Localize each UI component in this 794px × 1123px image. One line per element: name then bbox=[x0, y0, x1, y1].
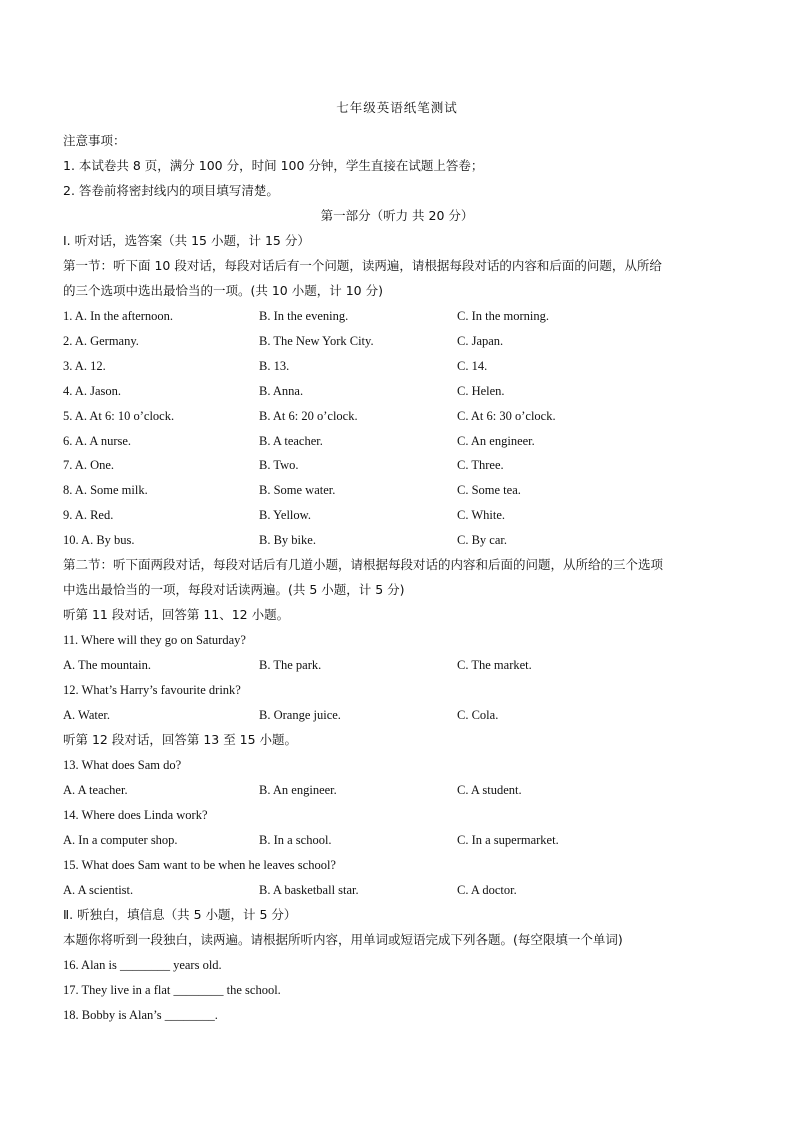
option-c: C. Cola. bbox=[457, 708, 499, 722]
option-a: 6. A. A nurse. bbox=[63, 434, 132, 448]
option-b: B. At 6: 20 o’clock. bbox=[259, 409, 358, 423]
option-a: 7. A. One. bbox=[63, 458, 115, 472]
option-b: B. A basketball star. bbox=[259, 883, 359, 897]
question-11-stem: 11. Where will they go on Saturday? bbox=[63, 633, 246, 647]
option-c: C. A student. bbox=[457, 783, 522, 797]
notice-item-1: 1. 本试卷共 8 页，满分 100 分，时间 100 分钟，学生直接在试题上答卷； bbox=[63, 158, 484, 173]
option-b: B. Anna. bbox=[259, 384, 304, 398]
question-14-stem: 14. Where does Linda work? bbox=[63, 808, 208, 822]
option-c: C. Three. bbox=[457, 458, 504, 472]
option-b: B. The New York City. bbox=[259, 334, 374, 348]
option-a: A. Water. bbox=[63, 708, 111, 722]
question-12-stem: 12. What’s Harry’s favourite drink? bbox=[63, 683, 241, 697]
page-title: 七年级英语纸笔测试 bbox=[336, 100, 458, 115]
option-a: 10. A. By bus. bbox=[63, 533, 135, 547]
option-a: A. A scientist. bbox=[63, 883, 134, 897]
option-c: C. 14. bbox=[457, 359, 488, 373]
option-c: C. White. bbox=[457, 508, 506, 522]
option-a: 4. A. Jason. bbox=[63, 384, 121, 398]
option-c: C. A doctor. bbox=[457, 883, 517, 897]
section1-sub2-instruction-line2: 中选出最恰当的一项，每段对话读两遍。(共 5 小题，计 5 分) bbox=[63, 582, 405, 597]
option-c: C. Japan. bbox=[457, 334, 504, 348]
option-b: B. Two. bbox=[259, 458, 299, 472]
dialog-11-intro: 听第 11 段对话，回答第 11、12 小题。 bbox=[63, 607, 290, 622]
option-b: B. A teacher. bbox=[259, 434, 323, 448]
notice-heading: 注意事项： bbox=[63, 133, 126, 148]
option-c: C. Helen. bbox=[457, 384, 505, 398]
option-b: B. The park. bbox=[259, 658, 322, 672]
option-a: A. A teacher. bbox=[63, 783, 128, 797]
option-b: B. Orange juice. bbox=[259, 708, 341, 722]
question-17: 17. They live in a flat ________ the school. bbox=[63, 983, 281, 997]
question-13-stem: 13. What does Sam do? bbox=[63, 758, 182, 772]
option-b: B. 13. bbox=[259, 359, 290, 373]
section1-sub1-instruction-line2: 的三个选项中选出最恰当的一项。(共 10 小题，计 10 分) bbox=[63, 283, 383, 298]
option-c: C. At 6: 30 o’clock. bbox=[457, 409, 556, 423]
option-b: B. By bike. bbox=[259, 533, 316, 547]
notice-item-2: 2. 答卷前将密封线内的项目填写清楚。 bbox=[63, 183, 279, 198]
option-b: B. An engineer. bbox=[259, 783, 337, 797]
option-a: 8. A. Some milk. bbox=[63, 483, 148, 497]
dialog-12-intro: 听第 12 段对话，回答第 13 至 15 小题。 bbox=[63, 732, 298, 747]
option-a: A. In a computer shop. bbox=[63, 833, 178, 847]
option-c: C. An engineer. bbox=[457, 434, 535, 448]
option-a: 5. A. At 6: 10 o’clock. bbox=[63, 409, 175, 423]
option-c: C. The market. bbox=[457, 658, 532, 672]
part1-heading: 第一部分（听力 共 20 分） bbox=[320, 208, 474, 223]
section2-heading: Ⅱ. 听独白，填信息（共 5 小题，计 5 分） bbox=[63, 907, 297, 922]
option-a: 2. A. Germany. bbox=[63, 334, 139, 348]
option-b: B. In the evening. bbox=[259, 309, 349, 323]
option-a: 1. A. In the afternoon. bbox=[63, 309, 174, 323]
option-a: A. The mountain. bbox=[63, 658, 151, 672]
section1-sub2-instruction-line1: 第二节：听下面两段对话，每段对话后有几道小题，请根据每段对话的内容和后面的问题，从所给的三个选项 bbox=[63, 557, 664, 572]
option-c: C. In the morning. bbox=[457, 309, 550, 323]
section1-heading: Ⅰ. 听对话，选答案（共 15 小题，计 15 分） bbox=[63, 233, 310, 248]
option-a: 3. A. 12. bbox=[63, 359, 106, 373]
section1-sub1-instruction-line1: 第一节：听下面 10 段对话，每段对话后有一个问题，读两遍，请根据每段对话的内容和后面的问题，从所给 bbox=[63, 258, 662, 273]
option-b: B. Yellow. bbox=[259, 508, 311, 522]
option-c: C. Some tea. bbox=[457, 483, 521, 497]
option-c: C. In a supermarket. bbox=[457, 833, 559, 847]
option-c: C. By car. bbox=[457, 533, 507, 547]
question-16: 16. Alan is ________ years old. bbox=[63, 958, 222, 972]
option-b: B. Some water. bbox=[259, 483, 336, 497]
question-15-stem: 15. What does Sam want to be when he leaves school? bbox=[63, 858, 336, 872]
section2-instruction: 本题你将听到一段独白，读两遍。请根据所听内容，用单词或短语完成下列各题。(每空限填一个单词) bbox=[63, 932, 623, 947]
question-18: 18. Bobby is Alan’s ________. bbox=[63, 1008, 218, 1022]
option-b: B. In a school. bbox=[259, 833, 332, 847]
option-a: 9. A. Red. bbox=[63, 508, 114, 522]
